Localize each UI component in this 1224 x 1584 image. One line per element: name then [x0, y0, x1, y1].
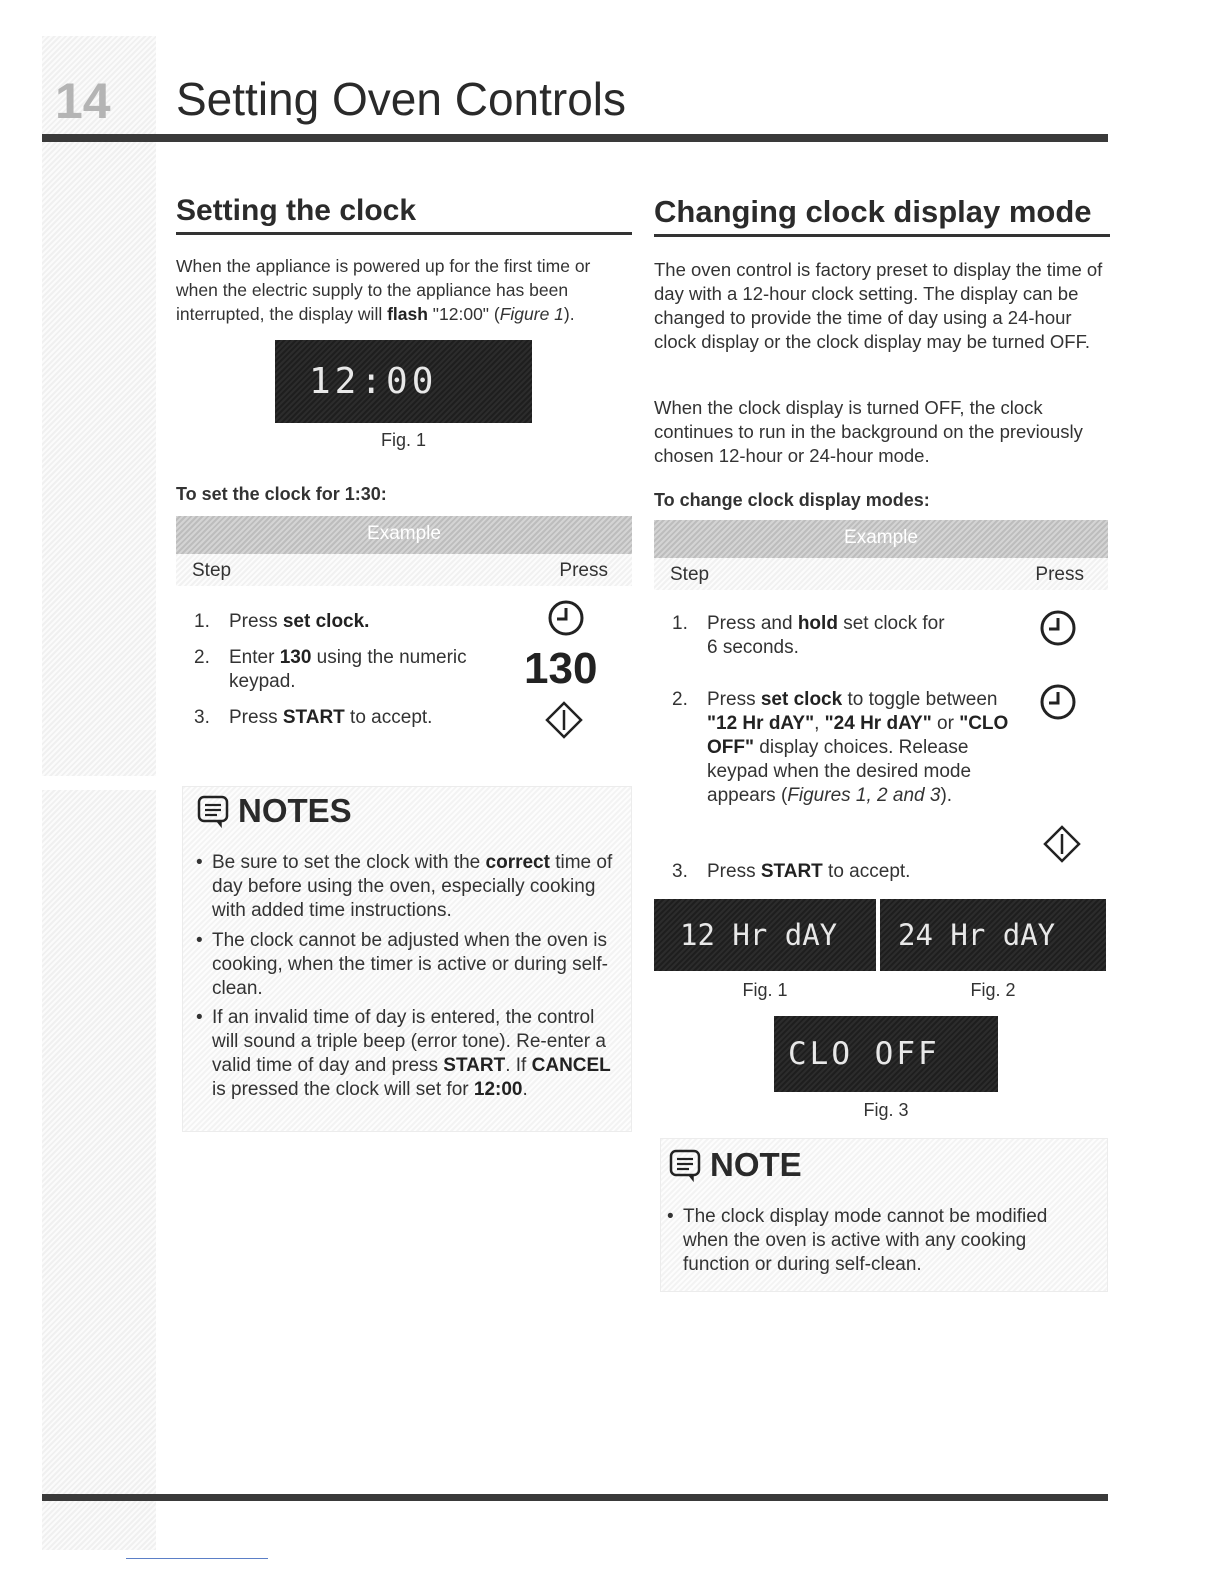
figure-caption: Fig. 3 — [863, 1100, 909, 1120]
example-band: Example — [654, 520, 1108, 558]
example-band: Example — [176, 516, 632, 554]
example-table — [176, 516, 632, 586]
display-12hr-figure — [654, 899, 876, 971]
step-item: 3. Press START to accept. — [672, 861, 911, 882]
intro-paragraph: When the clock display is turned OFF, the clock continues to run in the background on the previously chosen 12-hour or 24-hour mode. — [654, 397, 1083, 466]
press-column-label: Press — [559, 560, 608, 581]
notes-heading: NOTES — [196, 792, 352, 830]
side-texture-bottom — [42, 790, 156, 1550]
side-texture-top — [42, 36, 156, 776]
figure-caption: Fig. 1 — [380, 430, 427, 450]
display-readout: 24 Hr dAY — [898, 918, 1056, 952]
clock-display-figure — [275, 340, 532, 423]
start-icon — [1042, 824, 1082, 864]
display-readout: CLO OFF — [788, 1036, 940, 1072]
procedure-heading: To set the clock for 1:30: — [176, 484, 387, 504]
press-column-label: Press — [1035, 564, 1084, 585]
clock-display-mode-section — [654, 194, 1110, 1120]
example-table — [654, 520, 1108, 590]
section-heading: Changing clock display mode — [654, 194, 1110, 237]
step-column-label: Step — [670, 564, 710, 585]
note-heading: NOTE — [668, 1146, 802, 1184]
clock-icon — [1038, 682, 1078, 722]
step-item: 2. Enter 130 using the numeric keypad. — [194, 647, 467, 692]
procedure-heading: To change clock display modes: — [654, 490, 930, 510]
step-header-row — [176, 554, 632, 586]
note-icon — [196, 794, 230, 828]
note-item: • Be sure to set the clock with the correct time of day before using the oven, especially cooking with added time instructions. — [196, 852, 613, 921]
note-item: • The clock cannot be adjusted when the oven is cooking, when the timer is active or during self-clean. — [196, 930, 609, 999]
note-icon — [668, 1148, 702, 1182]
page-title: Setting Oven Controls — [176, 73, 627, 125]
step-item: 1. Press set clock. — [194, 611, 370, 632]
section-heading: Setting the clock — [176, 194, 632, 235]
display-readout: 12 Hr dAY — [680, 918, 838, 952]
page-number: 14 — [55, 73, 111, 129]
figure-caption: Fig. 1 — [742, 980, 788, 1000]
footer-link-line — [126, 1558, 268, 1559]
start-icon — [544, 700, 584, 740]
intro-paragraph: When the appliance is powered up for the first time or when the electric supply to the appliance has been interrupted, the display will flash "12:00" (Figure 1). — [176, 256, 591, 324]
step-header-row — [654, 558, 1108, 590]
step-item: 2. Press set clock to toggle between "12 Hr dAY", "24 Hr dAY" or "CLO OFF" display choices. Release keypad when the desired mode appears (Figures 1, 2 and 3). — [672, 689, 1009, 806]
display-24hr-figure — [880, 899, 1106, 971]
step-item: 1. Press and hold set clock for 6 seconds. — [672, 613, 945, 658]
display-clock-off-figure — [774, 1016, 998, 1092]
keypad-entry-130: 130 — [524, 644, 598, 693]
setting-clock-section — [176, 194, 632, 728]
step-item: 3. Press START to accept. — [194, 707, 433, 728]
step-column-label: Step — [192, 560, 232, 581]
header-rule — [42, 134, 1108, 142]
note-item: • The clock display mode cannot be modified when the oven is active with any cooking function or during self-clean. — [667, 1206, 1048, 1275]
note-item: • If an invalid time of day is entered, the control will sound a triple beep (error tone). Re-enter a valid time of day and press START. If CANCEL is pressed the clock will set for 12:00. — [196, 1007, 611, 1100]
display-readout: 12:00 — [309, 361, 438, 402]
figure-caption: Fig. 2 — [970, 980, 1016, 1000]
footer-rule — [42, 1494, 1108, 1501]
clock-icon — [1038, 608, 1078, 648]
intro-paragraph: The oven control is factory preset to display the time of day with a 12-hour clock setting. The display can be changed to provide the time of day using a 24-hour clock display or the clock display may be turned OFF. — [654, 259, 1103, 352]
clock-icon — [546, 598, 586, 638]
